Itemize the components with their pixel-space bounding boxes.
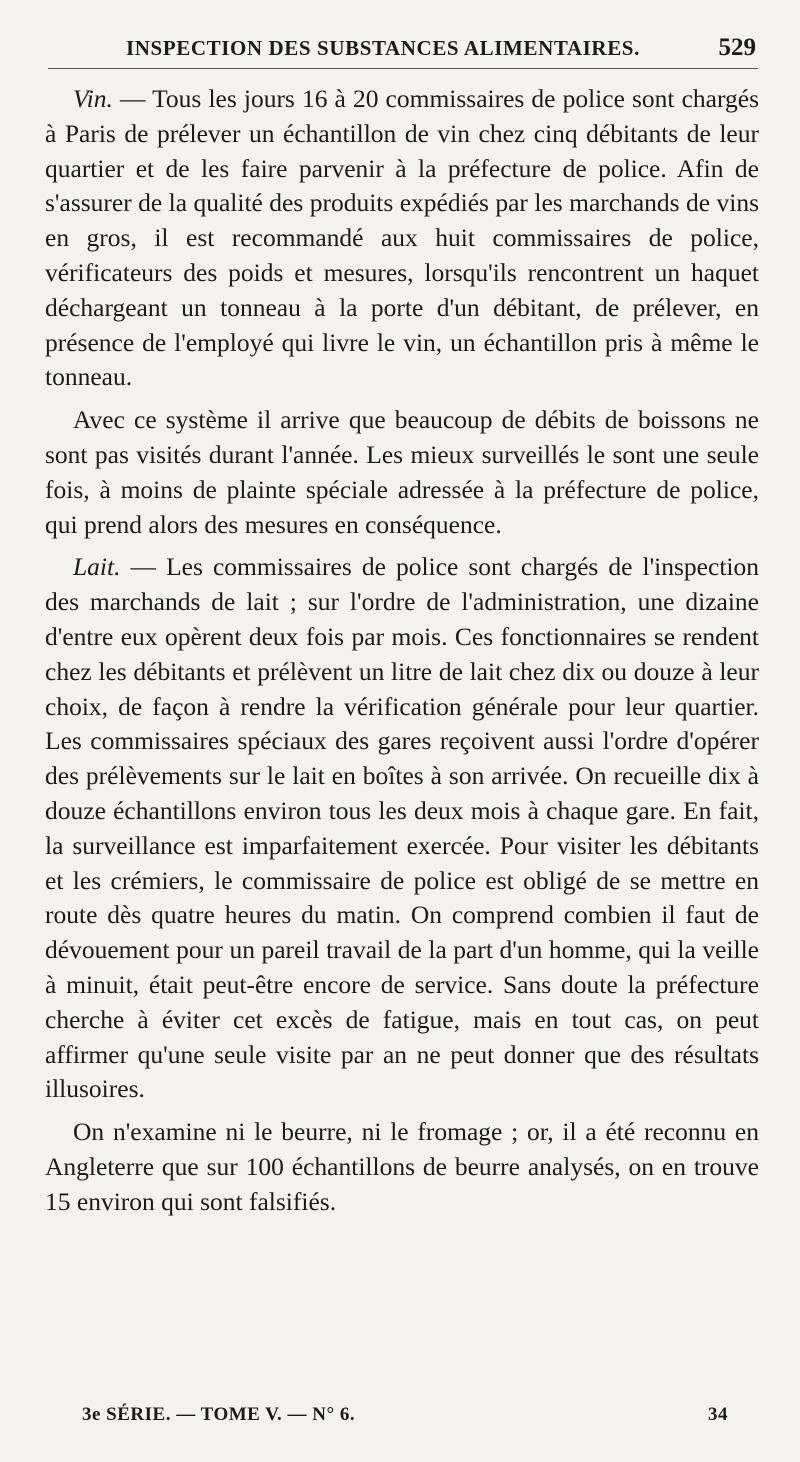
paragraph-lait: [45, 550, 759, 1107]
paragraph-systeme: [45, 403, 759, 542]
paragraph-text: On n'examine ni le beurre, ni le fromage ; or, il a été reconnu en Angleterre que sur 100 échantillons de beurre analysés, on en trouve 15 environ qui sont falsifiés.: [45, 1117, 759, 1216]
paragraph-beurre: [45, 1115, 759, 1219]
page-number: 529: [718, 34, 756, 61]
paragraph-text: — Les commissaires de police sont chargés de l'inspection des marchands de lait ; sur l'ordre de l'administration, une dizaine d'entre eux opèrent deux fois par mois. Ces fonctionnaires se rendent chez les débitants et prélèvent un litre de lait chez dix ou douze à leur choix, de façon à rendre la vérification générale pour leur quartier. Les commissaires spéciaux des gares reçoivent aussi l'ordre d'opérer des prélèvements sur le lait en boîtes à son arrivée. On recueille dix à douze échantillons environ tous les deux mois à chaque gare. En fait, la surveillance est imparfaitement exercée. Pour visiter les débitants et les crémiers, le commissaire de police est obligé de se mettre en route dès quatre heures du matin. On comprend combien il faut de dévouement pour un pareil travail de la part d'un homme, qui la veille à minuit, était peut-être encore de service. Sans doute la préfecture cherche à éviter cet excès de fatigue, mais en tout cas, on peut affirmer qu'une seule visite par an ne peut donner que des résultats illusoires.: [45, 552, 759, 1104]
running-title: INSPECTION DES SUBSTANCES ALIMENTAIRES.: [126, 36, 640, 60]
page-footer: [48, 1404, 758, 1432]
body-text: [45, 82, 759, 1220]
paragraph-vin: [45, 82, 759, 395]
signature-mark: 34: [708, 1404, 728, 1425]
series-info: 3e SÉRIE. — TOME V. — N° 6.: [82, 1404, 356, 1425]
paragraph-lead: Vin.: [73, 84, 113, 113]
running-head: [48, 34, 758, 69]
paragraph-text: Avec ce système il arrive que beaucoup de débits de boissons ne sont pas visités durant l'année. Les mieux surveillés le sont une seule fois, à moins de plainte spéciale adressée à la préfecture de police, qui prend alors des mesures en conséquence.: [45, 405, 759, 539]
paragraph-lead: Lait.: [73, 552, 121, 582]
paragraph-text: — Tous les jours 16 à 20 commissaires de police sont chargés à Paris de prélever un échantillon de vin chez cinq débitants de leur quartier et de les faire parvenir à la préfecture de police. Afin de s'assurer de la qualité des produits expédiés par les marchands de vins en gros, il est recommandé aux huit commissaires de police, vérificateurs des poids et mesures, lorsqu'ils rencontrent un haquet déchargeant un tonneau à la porte d'un débitant, de prélever, en présence de l'employé qui livre le vin, un échantillon pris à même le tonneau.: [45, 84, 759, 392]
